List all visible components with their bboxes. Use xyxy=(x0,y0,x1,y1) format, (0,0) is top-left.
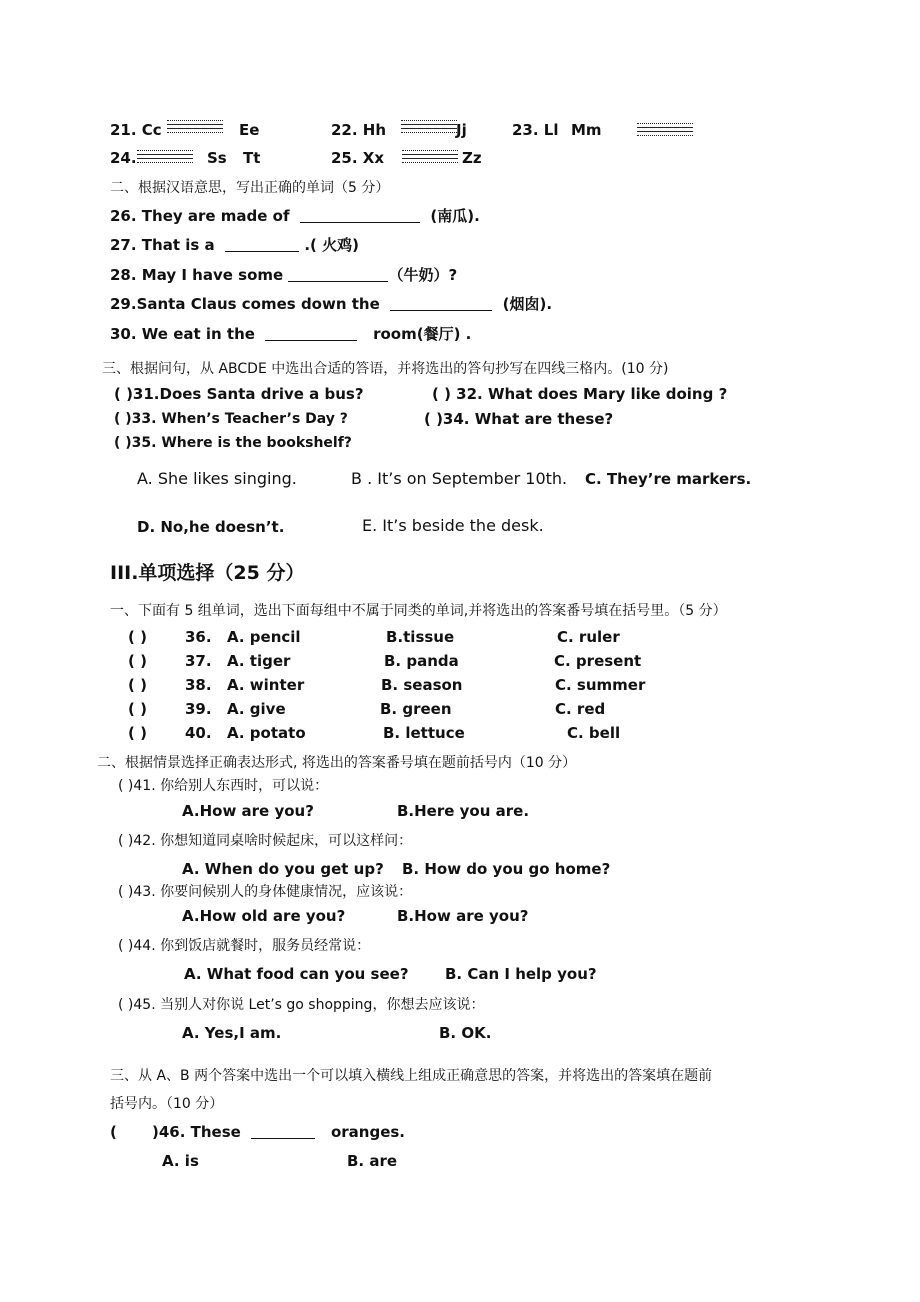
s1-heading: 一、下面有 5 组单词，选出下面每组中不属于同类的单词,并将选出的答案番号填在括号里。（5 分） xyxy=(110,603,727,619)
situation-45-b: B. OK. xyxy=(439,1024,492,1042)
writing-grid xyxy=(637,123,693,135)
question-33: ( )33. When’s Teacher’s Day ? xyxy=(114,411,348,427)
section3-heading: 三、根据问句，从 ABCDE 中选出合适的答语，并将选出的答句抄写在四线三格内。(10 分) xyxy=(102,361,669,377)
letter-zz: Zz xyxy=(462,149,482,167)
question-46: ( )46. These oranges. xyxy=(110,1123,406,1141)
situation-42-a: A. When do you get up? xyxy=(182,860,384,878)
section2-heading: 二、根据汉语意思，写出正确的单词（5 分） xyxy=(110,180,390,196)
letter-jj: Jj xyxy=(456,121,467,139)
word-group-37: ( ) 37. A. tiger B. panda C. present xyxy=(128,652,642,670)
letter-23: 23. Ll xyxy=(512,121,559,139)
letter-mm: Mm xyxy=(571,121,602,139)
s2-heading: 二、根据情景选择正确表达形式, 将选出的答案番号填在题前括号内（10 分） xyxy=(97,755,577,771)
answer-a: A. She likes singing. xyxy=(137,469,297,488)
answer-c: C. They’re markers. xyxy=(585,470,752,488)
word-group-38: ( ) 38. A. winter B. season C. summer xyxy=(128,676,646,694)
part3-title: III.单项选择（25 分） xyxy=(110,562,305,584)
situation-43: ( )43. 你要问候别人的身体健康情况，应该说： xyxy=(118,884,413,900)
fill-in-27: 27. That is a .( 火鸡) xyxy=(110,236,359,254)
fill-in-26: 26. They are made of (南瓜). xyxy=(110,207,480,225)
situation-45: ( )45. 当别人对你说 Let’s go shopping，你想去应该说： xyxy=(118,997,485,1013)
answer-b: B . It’s on September 10th. xyxy=(351,469,568,488)
answer-blank[interactable] xyxy=(251,1122,315,1139)
question-34: ( )34. What are these? xyxy=(424,410,614,428)
s3-heading-line2: 括号内。（10 分） xyxy=(110,1096,224,1112)
answer-blank[interactable] xyxy=(390,294,492,311)
q46-option-a: A. is xyxy=(162,1152,199,1170)
fill-in-28: 28. May I have some （牛奶）? xyxy=(110,266,458,284)
letter-ee: Ee xyxy=(239,121,260,139)
answer-blank[interactable] xyxy=(288,265,388,282)
answer-blank[interactable] xyxy=(265,324,357,341)
answer-e: E. It’s beside the desk. xyxy=(362,516,544,535)
question-35: ( )35. Where is the bookshelf? xyxy=(114,435,352,451)
answer-blank[interactable] xyxy=(300,206,420,223)
word-group-40: ( ) 40. A. potato B. lettuce C. bell xyxy=(128,724,621,742)
writing-grid xyxy=(401,120,457,132)
question-32: ( ) 32. What does Mary like doing ? xyxy=(432,385,728,403)
situation-44-a: A. What food can you see? xyxy=(184,965,409,983)
situation-45-a: A. Yes,I am. xyxy=(182,1024,282,1042)
writing-grid xyxy=(167,120,223,132)
question-31: ( )31.Does Santa drive a bus? xyxy=(114,385,364,403)
fill-in-30: 30. We eat in the room(餐厅) . xyxy=(110,325,472,343)
fill-in-29: 29.Santa Claus comes down the (烟囱). xyxy=(110,295,553,313)
situation-42-b: B. How do you go home? xyxy=(402,860,611,878)
s3-heading-line1: 三、从 A、B 两个答案中选出一个可以填入横线上组成正确意思的答案，并将选出的答案填在题前 xyxy=(110,1068,713,1084)
situation-41-a: A.How are you? xyxy=(182,802,314,820)
situation-41-b: B.Here you are. xyxy=(397,802,530,820)
situation-42: ( )42. 你想知道同桌啥时候起床，可以这样问： xyxy=(118,833,413,849)
letter-21: 21. Cc xyxy=(110,121,162,139)
answer-d: D. No,he doesn’t. xyxy=(137,518,285,536)
letter-tt: Tt xyxy=(243,149,261,167)
word-group-36: ( ) 36. A. pencil B.tissue C. ruler xyxy=(128,628,620,646)
writing-grid xyxy=(402,150,458,162)
letter-ss: Ss xyxy=(207,149,227,167)
letter-24: 24. xyxy=(110,149,137,167)
q46-option-b: B. are xyxy=(347,1152,398,1170)
situation-43-a: A.How old are you? xyxy=(182,907,346,925)
letter-25: 25. Xx xyxy=(331,149,385,167)
situation-43-b: B.How are you? xyxy=(397,907,529,925)
situation-44: ( )44. 你到饭店就餐时，服务员经常说： xyxy=(118,938,371,954)
letter-22: 22. Hh xyxy=(331,121,387,139)
situation-41: ( )41. 你给别人东西时，可以说： xyxy=(118,778,329,794)
situation-44-b: B. Can I help you? xyxy=(445,965,597,983)
answer-blank[interactable] xyxy=(225,235,299,252)
writing-grid xyxy=(137,150,193,162)
word-group-39: ( ) 39. A. give B. green C. red xyxy=(128,700,606,718)
